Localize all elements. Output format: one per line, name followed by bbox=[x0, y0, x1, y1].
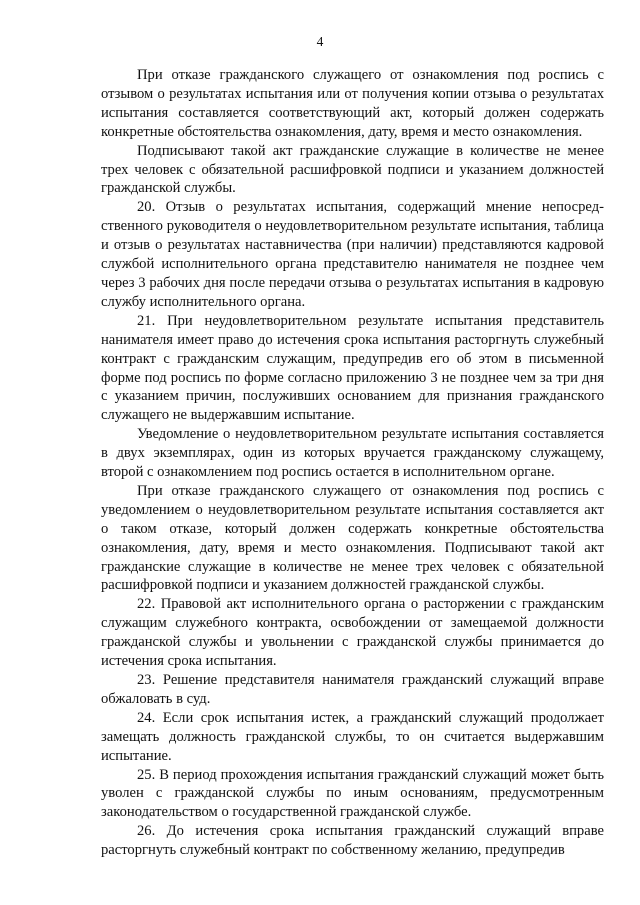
paragraph-refusal-review: При отказе гражданского служащего от ознакомления под роспись с отзывом о результатах испытания или от получения копии отзыва о результатах испытания составляется соответствующий акт, который должен содержать конкретные обстоятельства ознакомления, дату, время и место ознакомления. bbox=[101, 67, 604, 140]
paragraph-item-21: 21. При неудовлетворительном результате испытания представитель нанимателя имеет право до истечения срока испытания расторгнуть служебный контракт с гражданским служащим, предупредив его об этом в письменной форме под роспись по форме согласно приложению 3 не позднее чем за три дня с указанием причин, послуживших основанием для признания гражданского служащего не выдержавшим испытание. bbox=[101, 312, 604, 424]
page-number: 4 bbox=[316, 34, 324, 49]
paragraph-notice-copies: Уведомление о неудовлетворительном результате испытания составляется в двух экземплярах, один из которых вручается гражданскому служащему, второй с ознакомлением под роспись остается в исполнительном органе. bbox=[101, 426, 604, 481]
paragraph-act-signatures: Подписывают такой акт гражданские служащие в количестве не менее трех человек с обязательной расшифровкой подписи и указанием должностей гражданской службы. bbox=[101, 142, 604, 197]
paragraph-item-22: 22. Правовой акт исполнительного органа о расторжении с гражданским служащим служебного контракта, освобождении от замещаемой должности гражданской службы и увольнении с гражданской службы принимается до истечения срока испытания. bbox=[101, 596, 604, 670]
paragraph-refusal-notice: При отказе гражданского служащего от ознакомления под роспись с уведомлением о неудовлетворительном результате испытания составляется акт о таком отказе, который должен содержать конкретные обстоятельства ознакомления, дату, время и место ознакомления. Подписывают такой акт гражданские служащие в количестве не менее трех человек с обязательной расшифровкой подписи и указанием должностей гражданской службы. bbox=[101, 482, 604, 594]
paragraph-item-20: 20. Отзыв о результатах испытания, содержащий мнение непосредственного руководителя о неудовлетворительном результате испытания, таблица и отзыв о результатах наставничества (при наличии) представляются кадровой службой исполнительного органа представителю нанимателя не позднее чем через 3 рабочих дня после передачи отзыва о результатах испытания в кадровую службу исполнительного органа. bbox=[101, 199, 604, 310]
document-body bbox=[101, 66, 604, 860]
paragraph-item-26: 26. До истечения срока испытания гражданский служащий вправе расторгнуть служебный контракт по собственному желанию, предупредив bbox=[101, 823, 604, 859]
paragraph-item-25: 25. В период прохождения испытания гражданский служащий может быть уволен с гражданской службы по иным основаниям, предусмотренным законодательством о государственной гражданской службе. bbox=[101, 766, 604, 821]
paragraph-item-23: 23. Решение представителя нанимателя гражданский служащий вправе обжаловать в суд. bbox=[101, 672, 604, 707]
paragraph-item-24: 24. Если срок испытания истек, а гражданский служащий продолжает замещать должность гражданской службы, то он считается выдержавшим испытание. bbox=[101, 709, 604, 764]
